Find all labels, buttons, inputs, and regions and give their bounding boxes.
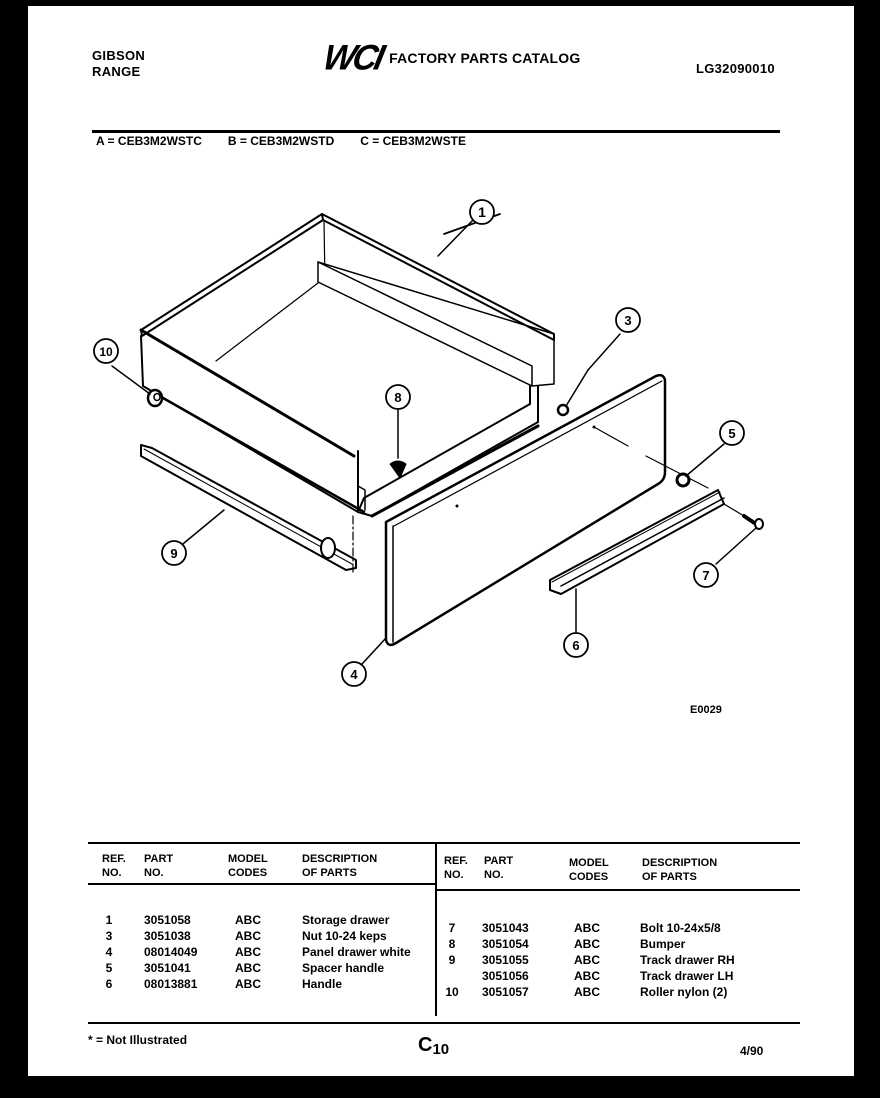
header-part-line2: NO. xyxy=(144,867,164,879)
header-description-right xyxy=(642,856,717,884)
callout-7 xyxy=(694,528,756,587)
model-code-a: A = CEB3M2WSTC xyxy=(96,134,202,148)
callout-6 xyxy=(564,589,588,657)
not-illustrated-note: * = Not Illustrated xyxy=(88,1033,188,1047)
table-cell-ref: 8 xyxy=(448,937,456,951)
bolt xyxy=(724,504,763,529)
table-cell-part: 3051057 xyxy=(482,985,529,999)
svg-text:4: 4 xyxy=(350,667,358,682)
svg-text:1: 1 xyxy=(478,204,486,220)
header-desc-line2: OF PARTS xyxy=(302,867,357,879)
table-cell-codes: ABC xyxy=(574,937,600,951)
page-number xyxy=(418,1034,449,1058)
right-codes-column xyxy=(574,920,600,1000)
table-cell-codes: ABC xyxy=(235,945,261,959)
table-cell-part: 3051058 xyxy=(144,913,191,927)
table-cell-codes: ABC xyxy=(574,953,600,967)
exploded-parts-diagram xyxy=(68,186,828,726)
callout-4 xyxy=(342,638,386,686)
table-cell-description: Handle xyxy=(302,977,343,991)
svg-text:5: 5 xyxy=(728,426,736,441)
header-part-line1: PART xyxy=(484,855,514,867)
header-ref-line2: NO. xyxy=(444,869,464,881)
callout-5 xyxy=(686,421,744,476)
right-description-column xyxy=(640,920,735,1000)
table-cell-ref: 5 xyxy=(105,961,113,975)
model-list xyxy=(96,134,466,148)
table-cell-codes: ABC xyxy=(235,913,261,927)
header-ref-line2: NO. xyxy=(102,867,122,879)
header-model-line2: CODES xyxy=(569,871,609,883)
left-ref-column xyxy=(102,912,116,992)
table-cell-description: Panel drawer white xyxy=(302,945,411,959)
revision-date: 4/90 xyxy=(740,1044,764,1058)
roller-nylon xyxy=(148,390,162,406)
header-divider xyxy=(92,130,780,133)
table-cell-ref: 1 xyxy=(105,913,113,927)
table-cell-ref: 7 xyxy=(448,921,456,935)
header-part-line2: NO. xyxy=(484,869,504,881)
page-index: 10 xyxy=(432,1041,450,1058)
header-model-codes-right xyxy=(569,856,609,884)
svg-text:6: 6 xyxy=(572,638,580,653)
table-cell-ref: 10 xyxy=(445,985,459,999)
table-cell-ref: 4 xyxy=(105,945,113,959)
header-ref-no-right xyxy=(444,854,468,882)
header-desc-line1: DESCRIPTION xyxy=(302,853,378,865)
table-cell-description: Storage drawer xyxy=(302,913,390,927)
table-cell-description: Bumper xyxy=(640,937,686,951)
brand-name: GIBSON xyxy=(92,48,146,63)
table-cell-codes: ABC xyxy=(574,985,600,999)
table-cell-codes: ABC xyxy=(574,921,600,935)
table-cell-part: 3051056 xyxy=(482,969,529,983)
left-codes-column xyxy=(235,912,261,992)
header-ref-line1: REF. xyxy=(102,853,126,865)
callout-1 xyxy=(438,200,500,256)
svg-text:7: 7 xyxy=(702,568,710,583)
table-bottom-rule xyxy=(88,1022,800,1024)
left-description-column xyxy=(302,912,411,992)
header-model-line1: MODEL xyxy=(569,857,609,869)
model-code-b: B = CEB3M2WSTD xyxy=(227,134,335,148)
table-cell-part: 3051055 xyxy=(482,953,529,967)
table-cell-description: Roller nylon (2) xyxy=(640,985,728,999)
table-header-rule-right xyxy=(436,889,800,891)
table-cell-description: Spacer handle xyxy=(302,961,385,975)
catalog-page xyxy=(28,6,854,1076)
svg-text:3: 3 xyxy=(624,313,632,328)
header-model-codes xyxy=(228,852,268,880)
table-cell-description: Track drawer LH xyxy=(640,969,734,983)
table-cell-part: 08014049 xyxy=(144,945,198,959)
table-cell-codes: ABC xyxy=(235,929,261,943)
table-column-divider xyxy=(435,844,437,1016)
table-cell-codes: ABC xyxy=(235,977,261,991)
callout-9 xyxy=(162,510,224,565)
header-model-line2: CODES xyxy=(228,867,268,879)
header-part-no xyxy=(144,852,173,880)
catalog-number: LG32090010 xyxy=(696,61,775,76)
catalog-title: FACTORY PARTS CATALOG xyxy=(389,50,581,66)
wci-logo-mark: WCI xyxy=(319,38,386,78)
callout-8 xyxy=(386,385,410,458)
right-part-column xyxy=(482,920,529,1000)
table-cell-part: 3051054 xyxy=(482,937,529,951)
table-cell-part: 3051041 xyxy=(144,961,191,975)
header-part-no-right xyxy=(484,854,513,882)
brand-block xyxy=(92,48,145,80)
panel-drawer xyxy=(386,375,665,645)
header-ref-line1: REF. xyxy=(444,855,468,867)
diagram-code: E0029 xyxy=(690,704,722,716)
table-top-rule xyxy=(88,842,800,844)
table-cell-codes: ABC xyxy=(574,969,600,983)
table-cell-part: 08013881 xyxy=(144,977,198,991)
table-cell-ref xyxy=(442,968,462,984)
table-header-rule-left xyxy=(88,883,436,885)
header-ref-no xyxy=(102,852,126,880)
product-type: RANGE xyxy=(92,64,141,79)
table-cell-ref: 3 xyxy=(105,929,113,943)
table-cell-part: 3051038 xyxy=(144,929,191,943)
table-cell-ref: 6 xyxy=(105,977,113,991)
left-part-column xyxy=(144,912,197,992)
model-code-c: C = CEB3M2WSTE xyxy=(360,134,466,148)
header-model-line1: MODEL xyxy=(228,853,268,865)
header-description xyxy=(302,852,377,880)
header-desc-line2: OF PARTS xyxy=(642,871,697,883)
page-section: C xyxy=(418,1034,433,1056)
table-cell-part: 3051043 xyxy=(482,921,529,935)
table-cell-ref: 9 xyxy=(448,953,456,967)
right-ref-column xyxy=(442,920,462,1000)
wci-logo xyxy=(319,38,581,78)
svg-text:9: 9 xyxy=(170,546,178,561)
header-desc-line1: DESCRIPTION xyxy=(642,857,718,869)
table-cell-description: Bolt 10-24x5/8 xyxy=(640,921,721,935)
table-cell-codes: ABC xyxy=(235,961,261,975)
svg-text:8: 8 xyxy=(394,390,402,405)
table-cell-description: Track drawer RH xyxy=(640,953,735,967)
table-cell-description: Nut 10-24 keps xyxy=(302,929,387,943)
svg-text:10: 10 xyxy=(99,345,113,359)
header-part-line1: PART xyxy=(144,853,174,865)
